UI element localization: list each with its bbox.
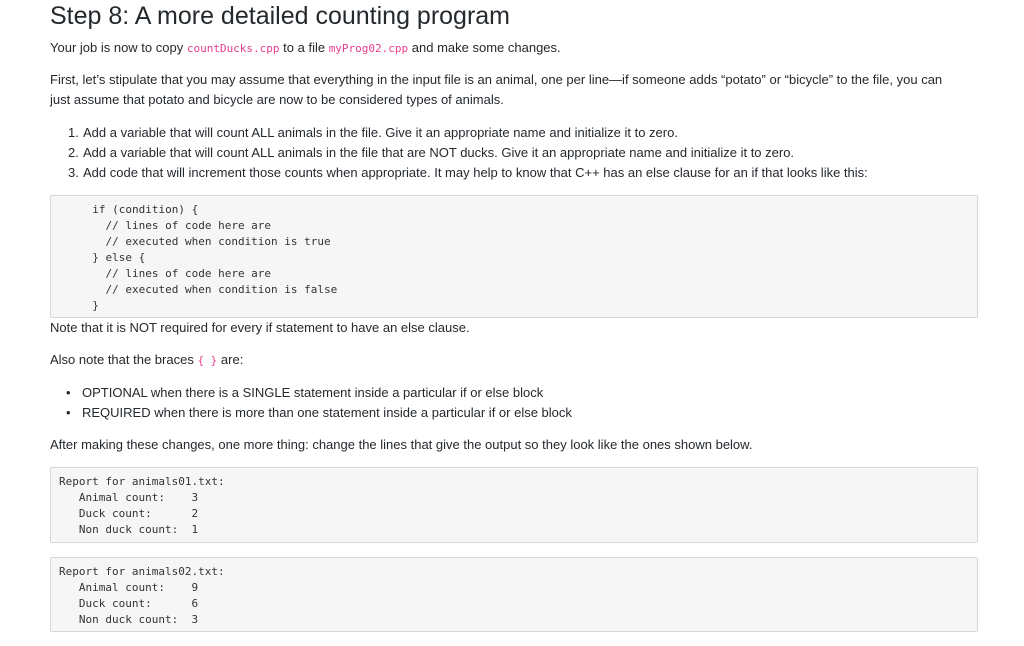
bullet-text: OPTIONAL when there is a SINGLE statement inside a particular if or else block	[82, 385, 544, 400]
braces-text-before: Also note that the braces	[50, 352, 198, 367]
bullet-marker: •	[66, 385, 71, 400]
report-output-block-2: Report for animals02.txt: Animal count: 9 Duck count: 6 Non duck count: 3	[50, 557, 978, 632]
intro-paragraph	[50, 38, 561, 59]
else-note: Note that it is NOT required for every if statement to have an else clause.	[50, 320, 470, 335]
bullet-item	[50, 383, 572, 403]
step-item	[50, 143, 868, 163]
page-title: Step 8: A more detailed counting program	[50, 2, 511, 30]
step-text: Add code that will increment those counts when appropriate. It may help to know that C++ has an else clause for an if that looks like this:	[83, 165, 868, 180]
inline-code-braces: { }	[197, 354, 218, 367]
step-text: Add a variable that will count ALL animals in the file that are NOT ducks. Give it an appropriate name and initialize it to zero.	[83, 145, 795, 160]
assumption-paragraph	[50, 70, 942, 110]
bullet-text: REQUIRED when there is more than one statement inside a particular if or else block	[82, 405, 572, 420]
inline-code-source-file: countDucks.cpp	[186, 42, 280, 55]
report-output-block-1: Report for animals01.txt: Animal count: 3 Duck count: 2 Non duck count: 1	[50, 467, 978, 543]
intro-text-before: Your job is now to copy	[50, 40, 187, 55]
if-else-code-block: if (condition) { // lines of code here are // executed when condition is true } else { // lines of code here are // executed when condition is false }	[50, 195, 978, 318]
step-text: Add a variable that will count ALL animals in the file. Give it an appropriate name and initialize it to zero.	[83, 125, 678, 140]
output-instruction: After making these changes, one more thing: change the lines that give the output so they look like the ones shown below.	[50, 437, 753, 452]
bullet-marker: •	[66, 405, 71, 420]
braces-text-after: are:	[217, 352, 244, 367]
intro-text-after: and make some changes.	[408, 40, 561, 55]
inline-code-target-file: myProg02.cpp	[328, 42, 409, 55]
bullet-item	[50, 403, 572, 423]
steps-list	[50, 123, 868, 183]
braces-note	[50, 350, 243, 371]
assumption-line-1: First, let’s stipulate that you may assume that everything in the input file is an animal, one per line—if someone adds “potato” or “bicycle” to the file, you can	[50, 72, 943, 87]
step-item	[50, 163, 868, 183]
step-number: 1.	[68, 125, 79, 140]
assumption-line-2: just assume that potato and bicycle are now to be considered types of animals.	[50, 92, 504, 107]
braces-rules-list	[50, 383, 572, 423]
intro-text-middle: to a file	[279, 40, 329, 55]
step-number: 3.	[68, 165, 79, 180]
step-number: 2.	[68, 145, 79, 160]
step-item	[50, 123, 868, 143]
